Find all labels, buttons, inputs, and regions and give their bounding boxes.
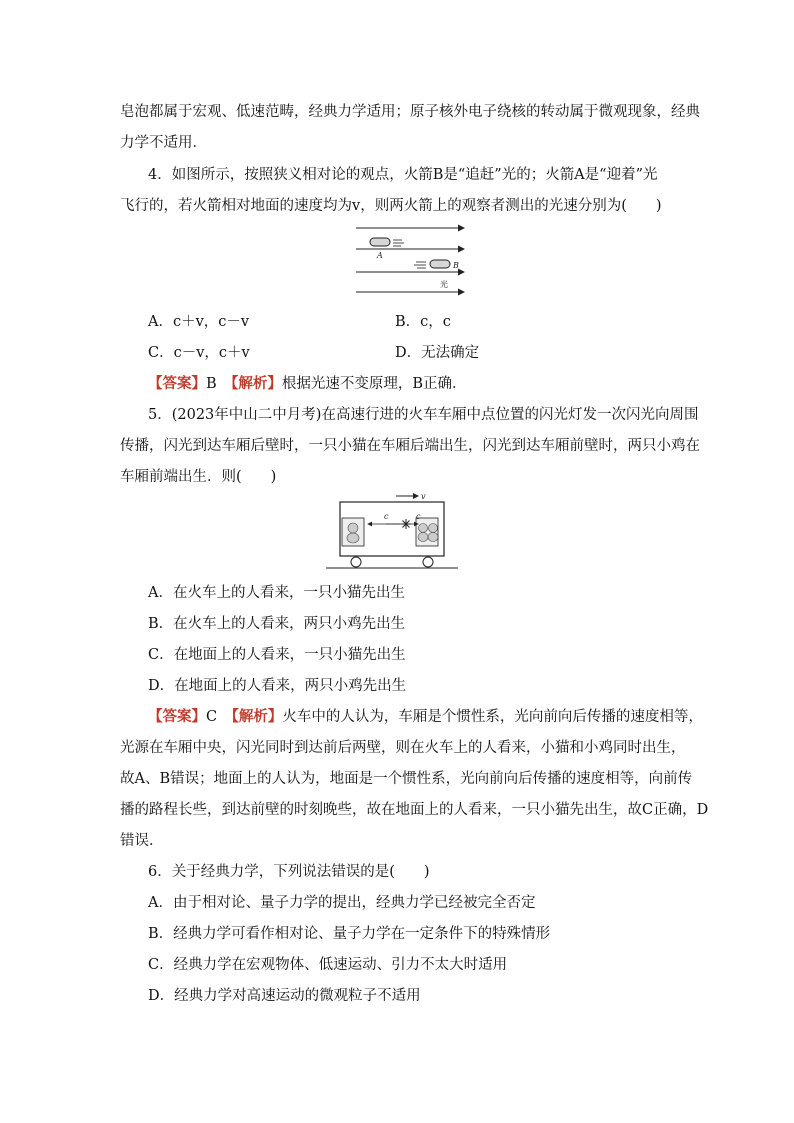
velocity-label: v bbox=[421, 492, 426, 501]
rocket-a-label: A bbox=[377, 251, 383, 260]
q4-option-b: B．c，c bbox=[395, 314, 451, 330]
q6-stem: 6．关于经典力学，下列说法错误的是( ) bbox=[148, 864, 430, 880]
q6-option-a: A．由于相对论、量子力学的提出，经典力学已经被完全否定 bbox=[148, 895, 536, 911]
q4-answer-tag: 【答案】 bbox=[148, 375, 206, 392]
q5-analysis-line-5: 错误． bbox=[120, 833, 164, 849]
q4-analysis-tag: 【解析】 bbox=[231, 375, 282, 392]
q5-train-figure bbox=[326, 490, 458, 572]
q4-stem-line-1: 4．如图所示，按照狭义相对论的观点，火箭B是“追赶”光的；火箭A是“迎着”光 bbox=[148, 167, 658, 183]
q5-option-d: D．在地面上的人看来，两只小鸡先出生 bbox=[148, 678, 407, 694]
q5-analysis-line-4: 播的路程长些，到达前壁的时刻晚些，故在地面上的人看来，一只小猫先出生，故C正确，D bbox=[120, 802, 709, 818]
q3-text-line-1: 皂泡都属于宏观、低速范畴，经典力学适用；原子核外电子绕核的转动属于微观现象，经典 bbox=[120, 104, 700, 120]
q5-answer bbox=[148, 707, 703, 727]
q4-rocket-figure bbox=[348, 222, 470, 300]
q3-text-line-2: 力学不适用． bbox=[120, 135, 207, 151]
c-right-label: c bbox=[416, 512, 421, 521]
q5-analysis-tag: 【解析】 bbox=[231, 708, 283, 725]
q5-analysis-line-1: 火车中的人认为，车厢是个惯性系，光向前向后传播的速度相等， bbox=[282, 709, 703, 725]
q5-option-a: A．在火车上的人看来，一只小猫先出生 bbox=[148, 585, 405, 601]
rocket-b bbox=[430, 260, 450, 268]
q4-option-d: D．无法确定 bbox=[395, 345, 480, 361]
q4-option-c: C．c－v，c＋v bbox=[148, 345, 250, 361]
q4-answer bbox=[148, 374, 467, 394]
wheel-front bbox=[423, 557, 433, 567]
q5-stem-line-2: 传播，闪光到达车厢后壁时，一只小猫在车厢后端出生，闪光到达车厢前壁时，两只小鸡在 bbox=[120, 438, 700, 454]
q4-answer-letter: B bbox=[206, 376, 217, 392]
flash-lamp bbox=[401, 519, 411, 529]
q5-analysis-line-2: 光源在车厢中央，闪光同时到达前后两壁，则在火车上的人看来，小猫和小鸡同时出生， bbox=[120, 740, 686, 756]
wheel-rear bbox=[351, 557, 361, 567]
q4-analysis-text: 根据光速不变原理，B正确． bbox=[281, 376, 467, 392]
q5-answer-tag: 【答案】 bbox=[148, 708, 206, 725]
light-label: 光 bbox=[440, 280, 448, 289]
q6-option-c: C．经典力学在宏观物体、低速运动、引力不太大时适用 bbox=[148, 957, 508, 973]
c-left-label: c bbox=[384, 512, 389, 521]
rocket-a bbox=[370, 238, 390, 246]
q5-analysis-line-3: 故A、B错误；地面上的人认为，地面是一个惯性系，光向前向后传播的速度相等，向前传 bbox=[120, 771, 693, 787]
q5-stem-line-1: 5．(2023年中山二中月考)在高速行进的火车车厢中点位置的闪光灯发一次闪光向周围 bbox=[148, 407, 699, 423]
q5-answer-letter: C bbox=[206, 709, 218, 725]
q5-stem-line-3: 车厢前端出生．则( ) bbox=[120, 469, 277, 485]
q6-option-b: B．经典力学可看作相对论、量子力学在一定条件下的特殊情形 bbox=[148, 926, 551, 942]
q5-option-c: C．在地面上的人看来，一只小猫先出生 bbox=[148, 647, 406, 663]
q6-option-d: D．经典力学对高速运动的微观粒子不适用 bbox=[148, 988, 421, 1004]
q4-option-a: A．c＋v，c－v bbox=[148, 314, 250, 330]
q4-stem-line-2: 飞行的，若火箭相对地面的速度均为v，则两火箭上的观察者测出的光速分别为( ) bbox=[120, 198, 662, 214]
rocket-b-label: B bbox=[453, 261, 459, 270]
q5-option-b: B．在火车上的人看来，两只小鸡先出生 bbox=[148, 616, 406, 632]
